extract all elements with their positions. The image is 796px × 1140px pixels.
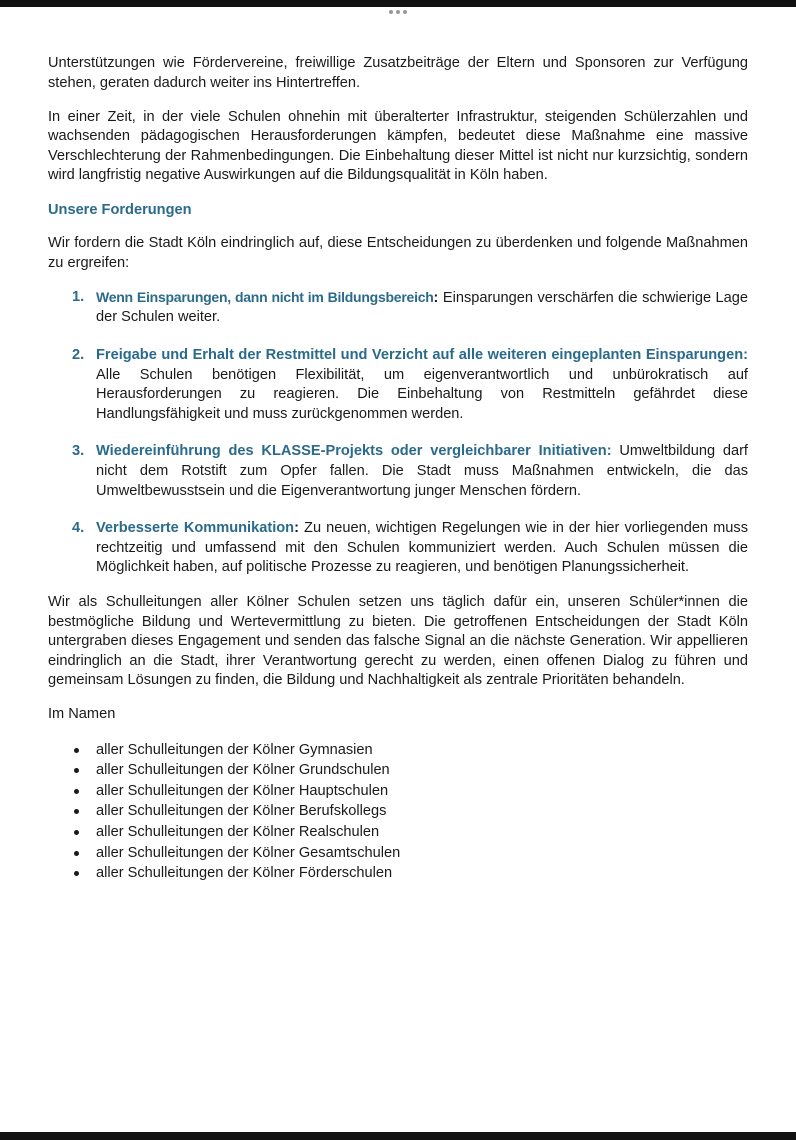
list-item [48, 760, 748, 781]
demand-text: Umweltbildung darf nicht dem Rotstift zum Opfer fallen. Die Stadt muss Maßnahmen entwickeln, die das Umweltbewusstsein und die Eigenverantwortung junger Menschen fördern. [96, 443, 748, 499]
signer-text: aller Schulleitungen der Kölner Hauptschulen [96, 782, 389, 799]
dot [396, 10, 400, 14]
dot [389, 10, 393, 14]
paragraph-context: In einer Zeit, in der viele Schulen ohnehin mit überalterter Infrastruktur, steigenden Schülerzahlen und wachsenden pädagogischen Herausforderungen kämpfen, bedeutet diese Maßnahme eine massive Verschlechterung der Rahmenbedingungen. Die Einbehaltung dieser Mittel ist nicht nur kurzsichtig, sondern wird langfristig negative Auswirkungen auf die Bildungsqualität in Köln haben. [48, 108, 748, 184]
signer-text: aller Schulleitungen der Kölner Realschulen [96, 823, 380, 840]
dot [403, 10, 407, 14]
bullet-icon [74, 830, 79, 835]
demand-number: 4. [72, 520, 85, 537]
bullet-icon [74, 768, 79, 773]
demands-list [48, 288, 748, 578]
more-options-icon[interactable] [0, 7, 796, 21]
demand-title: Verbesserte Kommunikation [96, 520, 295, 537]
list-item [48, 843, 748, 864]
demand-number: 2. [72, 347, 85, 364]
demand-item [48, 288, 748, 328]
list-item [48, 781, 748, 802]
demand-text: Zu neuen, wichtigen Regelungen wie in der hier vorliegenden muss rechtzeitig und umfassend mit den Schulen kommuniziert werden. Auch Schulen müssen die Möglichkeit haben, auf politische Prozesse zu reagieren, und benötigen Planungssicherheit. [96, 520, 748, 576]
signer-text: aller Schulleitungen der Kölner Gesamtschulen [96, 844, 401, 861]
demand-item [48, 442, 748, 501]
closing-paragraph: Wir als Schulleitungen aller Kölner Schulen setzen uns täglich dafür ein, unseren Schüler*innen die bestmögliche Bildung und Wertevermittlung zu bieten. Die getroffenen Entscheidungen der Stadt Köln untergraben dieses Engagement und senden das falsche Signal an die nächste Generation. Wir appellieren eindringlich an die Stadt, ihrer Verantwortung gerecht zu werden, einen offenen Dialog zu führen und gemeinsam Lösungen zu finden, die Bildung und Nachhaltigkeit als zentrale Prioritäten behandeln. [48, 593, 748, 689]
bullet-icon [74, 789, 79, 794]
list-item [48, 740, 748, 761]
signoff-label: Im Namen [48, 706, 116, 723]
document-page [48, 54, 748, 884]
demand-colon: : [294, 520, 299, 537]
list-item [48, 801, 748, 822]
section-intro: Wir fordern die Stadt Köln eindringlich auf, diese Entscheidungen zu überdenken und folgende Maßnahmen zu ergreifen: [48, 235, 748, 271]
demand-title: Freigabe und Erhalt der Restmittel und Verzicht auf alle weiteren eingeplanten Einsparungen: [96, 347, 748, 364]
section-heading: Unsere Forderungen [48, 201, 192, 218]
demand-text: Einsparungen verschärfen die schwierige Lage der Schulen weiter. [96, 289, 748, 326]
bullet-icon [74, 809, 79, 814]
list-item [48, 863, 748, 884]
bullet-icon [74, 851, 79, 856]
demand-title: Wenn Einsparungen, dann nicht im Bildungsbereich [96, 288, 434, 305]
paragraph-support: Unterstützungen wie Fördervereine, freiwillige Zusatzbeiträge der Eltern und Sponsoren zur Verfügung stehen, geraten dadurch weiter ins Hintertreffen. [48, 55, 748, 91]
demand-item [48, 519, 748, 578]
demand-number: 3. [72, 443, 85, 460]
bottom-frame-bar [0, 1132, 796, 1140]
signer-text: aller Schulleitungen der Kölner Grundschulen [96, 762, 390, 779]
demand-colon: : [433, 289, 439, 306]
demand-number: 1. [72, 288, 85, 305]
top-frame-bar [0, 0, 796, 7]
signer-text: aller Schulleitungen der Kölner Berufskollegs [96, 803, 387, 820]
signer-text: aller Schulleitungen der Kölner Gymnasien [96, 741, 373, 758]
bullet-icon [74, 748, 79, 753]
demand-title: Wiedereinführung des KLASSE-Projekts oder vergleichbarer Initiativen: [96, 443, 612, 460]
signer-text: aller Schulleitungen der Kölner Förderschulen [96, 865, 393, 882]
list-item [48, 822, 748, 843]
demand-item [48, 346, 748, 424]
signers-list [48, 740, 748, 884]
bullet-icon [74, 871, 79, 876]
demand-text: Alle Schulen benötigen Flexibilität, um eigenverantwortlich und unbürokratisch auf Herausforderungen zu reagieren. Die Einbehaltung von Restmitteln gefährdet diese Handlungsfähigkeit und muss zurückgenommen werden. [96, 366, 748, 422]
